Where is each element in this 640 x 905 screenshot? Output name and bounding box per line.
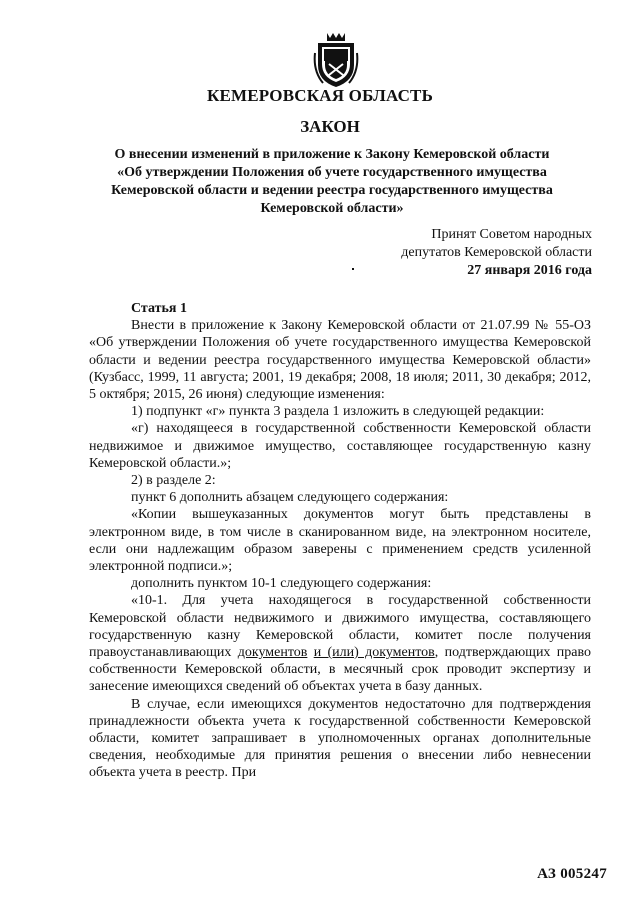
last-paragraph: В случае, если имеющихся документов недостаточно для подтверждения принадлежности объекта учета к государственной собственности Кемеровской области, комитет запрашивает в уполномоченных органах дополнительные сведения, необходимые для принятия решения о внесении либо невнесении объекта учета в реестр. При	[89, 696, 591, 781]
subject-line: «Об утверждении Положения об учете государственного имущества	[117, 165, 547, 180]
item-2-a: пункт 6 дополнить абзацем следующего содержания:	[131, 490, 449, 506]
adoption-line: депутатов Кемеровской области	[401, 245, 592, 260]
underlined-phrase: документов	[237, 645, 308, 661]
adoption-date: 27 января 2016 года	[467, 263, 592, 278]
item-1: 1) подпункт «г» пункта 3 раздела 1 изложить в следующей редакции:	[131, 404, 545, 420]
article-body	[89, 300, 591, 782]
law-subject	[82, 146, 582, 218]
adoption-block	[401, 226, 592, 280]
item-1-text: «г) находящееся в государственной собственности Кемеровской области недвижимое и движимое имущество, составляющее государственную казну Кемеровской области.»;	[89, 421, 591, 471]
item-2: 2) в разделе 2:	[131, 473, 216, 489]
subject-line: Кемеровской области и ведении реестра государственного имущества	[111, 183, 553, 198]
article-heading: Статья 1	[131, 301, 187, 316]
underlined-phrase: и (или) документов	[313, 645, 435, 661]
serial-number: АЗ 005247	[537, 866, 607, 882]
subject-line: Кемеровской области»	[260, 201, 404, 216]
adoption-line: Принят Советом народных	[431, 227, 592, 242]
paragraph-10-1-part: , подтверждающих право собственности Кемеровской области, в месячный срок проводит экспертизу и занесение имеющихся сведений об объектах учета в базу данных.	[89, 645, 591, 695]
subject-line: О внесении изменений в приложение к Закону Кемеровской области	[114, 147, 550, 162]
scan-speck	[352, 268, 354, 270]
paragraph-10-1-part: «10-1. Для учета находящегося в государственной собственности Кемеровской области недвижимого и движимого имущества, составляющего государственную казну Кемеровской области, комитет после получения правоустанавливающих	[89, 593, 591, 661]
item-2-a-text: «Копии вышеуказанных документов могут быть представлены в электронном виде, в том числе в сканированном виде, на электронном носителе, если они надлежащим образом заверены с применением средств усиленной электронной подписи.»;	[89, 507, 591, 575]
paragraph-10-1	[89, 592, 591, 695]
item-2-b: дополнить пунктом 10-1 следующего содержания:	[131, 576, 432, 592]
article-intro: Внести в приложение к Закону Кемеровской области от 21.07.99 № 55-ОЗ «Об утверждении Положения об учете государственного имущества Кемеровской области и ведении реестра государственного имущества Кемеровской области» (Кузбасс, 1999, 11 августа; 2001, 19 декабря; 2008, 18 июля; 2011, 30 декабря; 2012, 5 октября; 2015, 26 июня) следующие изменения:	[89, 318, 591, 403]
coat-of-arms-icon	[313, 31, 359, 89]
region-title: КЕМЕРОВСКАЯ ОБЛАСТЬ	[206, 86, 434, 105]
document-type: ЗАКОН	[300, 117, 360, 136]
